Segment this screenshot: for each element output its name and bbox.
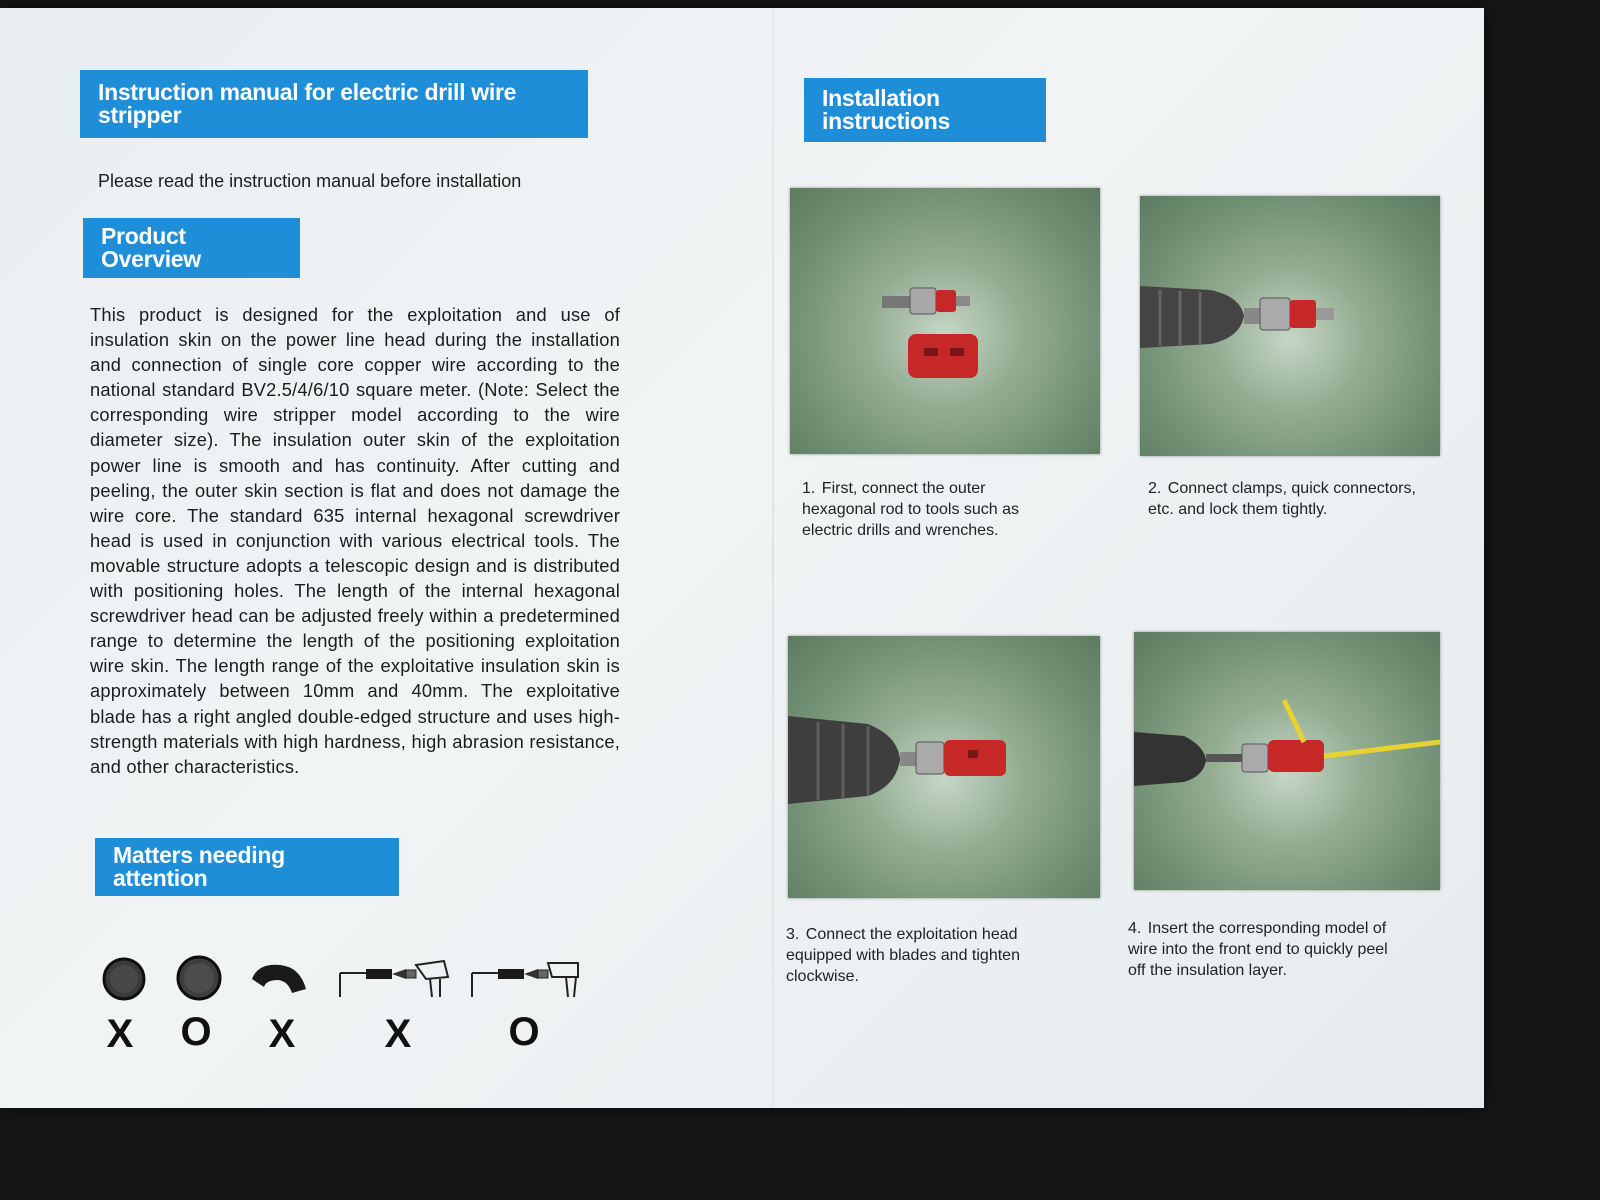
step-2-number: 2.	[1148, 480, 1162, 497]
bent-wire-icon	[248, 955, 312, 999]
step-4-number: 4.	[1128, 920, 1142, 937]
step-3-caption	[786, 924, 1046, 987]
overview-heading: Product Overview	[101, 223, 201, 272]
attention-mark-3: X	[268, 1012, 296, 1056]
stripping-wire-illustration	[1134, 632, 1440, 890]
step-1-photo	[790, 188, 1100, 454]
stripper-parts-illustration	[790, 188, 1100, 454]
step-3-text: Connect the exploitation head equipped with blades and tighten clockwise.	[786, 926, 1020, 985]
attention-mark-2: O	[180, 1010, 212, 1054]
step-3-photo	[788, 636, 1100, 898]
installation-heading: Installation instructions	[822, 85, 951, 134]
step-1-caption	[802, 478, 1042, 541]
installation-heading-banner	[804, 78, 1046, 142]
step-2-caption	[1148, 478, 1428, 520]
drill-with-stripper-head-illustration	[788, 636, 1100, 898]
drill-with-connector-illustration	[1140, 196, 1440, 456]
attention-mark-4: X	[384, 1012, 412, 1056]
page-fold	[772, 8, 774, 1108]
manual-subtitle: Please read the instruction manual before installation	[98, 171, 522, 191]
attention-heading-banner	[95, 838, 399, 896]
drill-stripper-aligned-icon	[468, 955, 586, 1003]
step-2-photo	[1140, 196, 1440, 456]
manual-title: Instruction manual for electric drill wire stripper	[98, 79, 517, 128]
step-2-text: Connect clamps, quick connectors, etc. and lock them tightly.	[1148, 480, 1416, 518]
overview-heading-banner	[83, 218, 300, 278]
wire-end-cut-icon	[100, 955, 148, 1003]
wire-end-flat-icon	[174, 953, 224, 1003]
step-1-text: First, connect the outer hexagonal rod to tools such as electric drills and wrenches.	[802, 480, 1020, 539]
step-3-number: 3.	[786, 926, 800, 943]
step-4-caption	[1128, 918, 1408, 981]
step-4-text: Insert the corresponding model of wire into the front end to quickly peel off the insulation layer.	[1128, 920, 1388, 979]
attention-mark-1: X	[106, 1012, 134, 1056]
step-1-number: 1.	[802, 480, 816, 497]
overview-paragraph: This product is designed for the exploitation and use of insulation skin on the power line head during the installation and connection of single core copper wire according to the national standard BV2.5/4/6/10 square meter. (Note: Select the corresponding wire stripper model according to the wire diameter size). The insulation outer skin of the exploitation power line is smooth and has continuity. After cutting and peeling, the outer skin section is flat and does not damage the wire core. The standard 635 internal hexagonal screwdriver head is used in conjunction with various electrical tools. The movable structure adopts a telescopic design and is distributed with positioning holes. The length of the internal hexagonal screwdriver head can be adjusted freely within a predetermined range to determine the length of the positioning exploitation wire skin. The length range of the exploitative insulation skin is approximately between 10mm and 40mm. The exploitative blade has a right angled double-edged structure and uses high-strength materials with high hardness, high abrasion resistance, and other characteristics.	[90, 304, 620, 777]
attention-mark-5: O	[508, 1010, 540, 1054]
drill-stripper-misaligned-icon	[336, 955, 454, 1003]
step-4-photo	[1134, 632, 1440, 890]
manual-title-banner	[80, 70, 588, 138]
attention-heading: Matters needing attention	[113, 842, 285, 891]
